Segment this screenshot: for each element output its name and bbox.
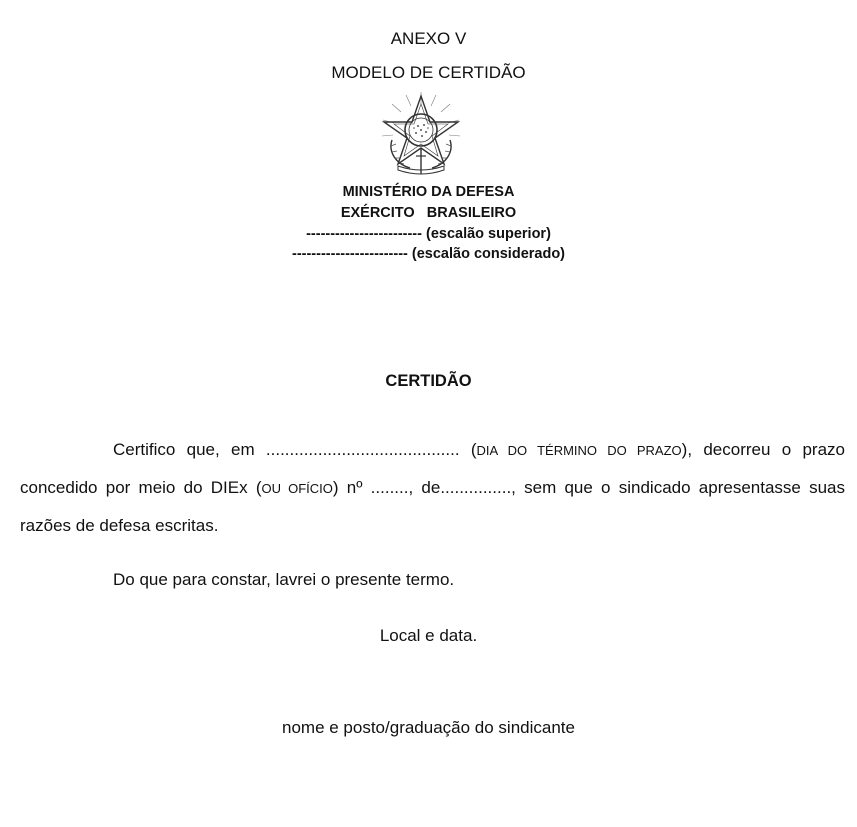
paragraph-text: ) nº ........, de..............., sem que o sindicado apresentasse suas razões de defesa escritas.	[20, 478, 846, 535]
superior-echelon-line: ------------------------ (escalão superior)	[306, 226, 551, 242]
place-and-date: Local e data.	[379, 626, 478, 645]
closing-paragraph: Do que para constar, lavrei o presente termo.	[113, 570, 455, 589]
brazil-coat-of-arms-icon	[378, 90, 464, 178]
deadline-note: DIA DO TÉRMINO DO PRAZO	[476, 443, 682, 458]
army-name: EXÉRCITO BRASILEIRO	[340, 205, 517, 221]
document-type-note: OU OFÍCIO	[261, 481, 333, 496]
document-model-title: MODELO DE CERTIDÃO	[331, 63, 526, 82]
certificate-heading: CERTIDÃO	[385, 372, 472, 390]
paragraph-text: Certifico que, em ......................................... (	[113, 440, 477, 459]
considered-echelon-line: ------------------------ (escalão considerado)	[291, 246, 566, 262]
certification-paragraph	[20, 431, 845, 544]
annex-title: ANEXO V	[390, 29, 467, 48]
signature-line: nome e posto/graduação do sindicante	[282, 718, 575, 737]
ministry-name: MINISTÉRIO DA DEFESA	[342, 184, 515, 200]
paragraph-text: ), decorreu o prazo concedido por meio do DIEx (	[20, 440, 845, 497]
